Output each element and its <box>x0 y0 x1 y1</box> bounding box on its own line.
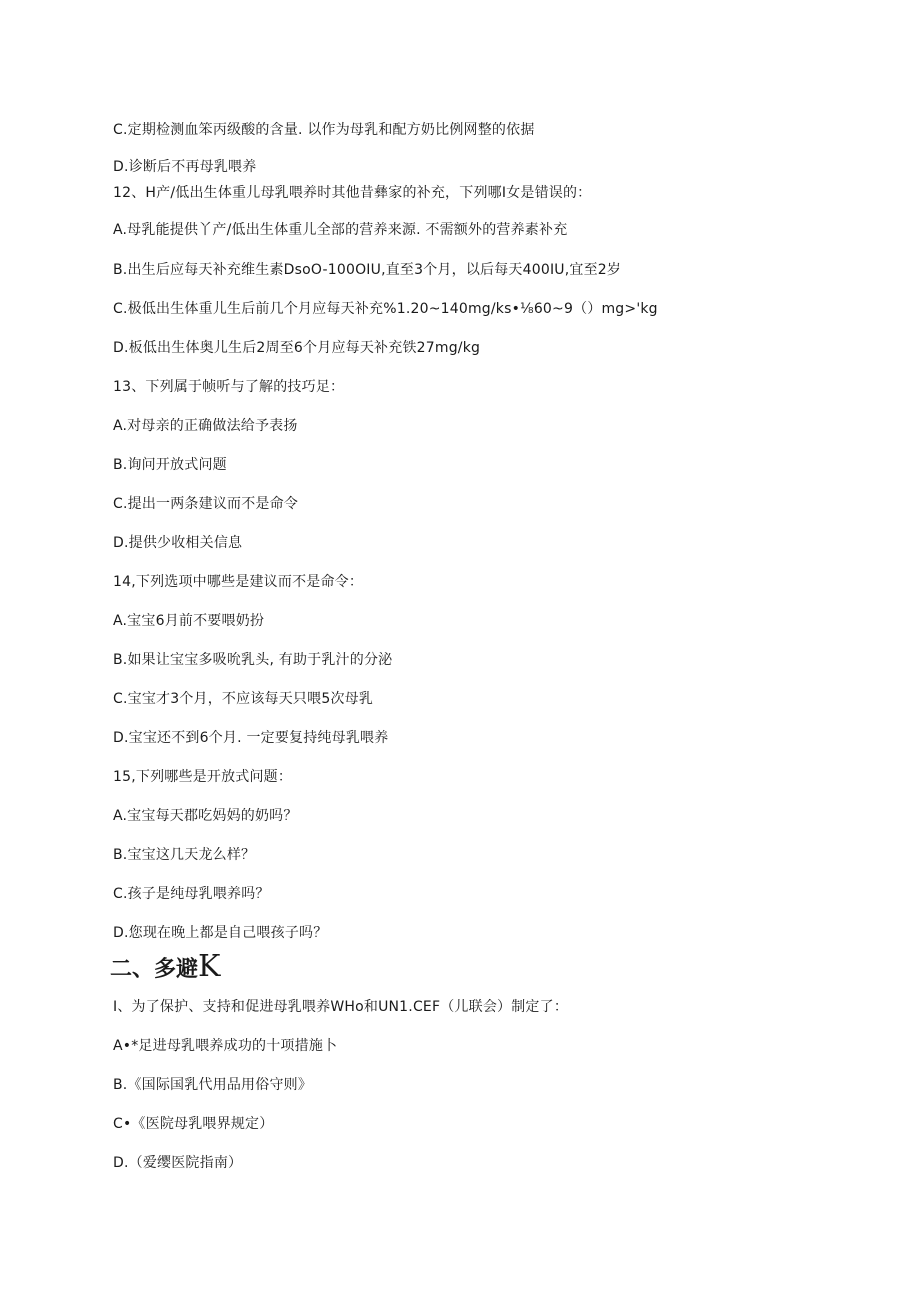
option-d-multi-q1: D.（爱缨医院指南） <box>113 1155 243 1171</box>
question-12: 12、H产/低出生体重儿母乳喂养时其他昔彝家的补充，下列哪I女是错误的： <box>113 185 592 201</box>
option-c-q12: C.极低出生体重儿生后前几个月应每天补充%1.20~140mg/ks•⅛60~9（）mg>'kg <box>113 301 658 317</box>
option-d-q15: D.您现在晚上都是自己喂孩子吗？ <box>113 925 328 941</box>
option-d-q12: D.板低出生体奥儿生后2周至6个月应每天补充铁27mg/kg <box>113 340 481 356</box>
option-c-q14: C.宝宝才3个月，不应该每天只喂5次母乳 <box>113 691 374 707</box>
option-b-q14: B.如果让宝宝多吸吮乳头, 有助于乳汁的分泌 <box>113 652 393 668</box>
option-c-q11: C.定期检测血笨丙级酸的含量. 以作为母乳和配方奶比例网整的依据 <box>113 122 535 138</box>
option-b-multi-q1: B.《国际国乳代用品用俗守则》 <box>113 1077 313 1093</box>
option-b-q15: B.宝宝这几天龙么样？ <box>113 847 256 863</box>
option-c-multi-q1: C•《医院母乳喂界规定） <box>113 1116 274 1132</box>
section-heading-text: 二、多避 <box>110 957 199 982</box>
question-1-multi: I、为了保护、支持和促进母乳喂养WHo和UN1.CEF（儿联会）制定了： <box>113 999 569 1015</box>
question-14: 14,下列选项中哪些是建议而不是命令： <box>113 574 364 590</box>
option-b-q13: B.询问开放式问题 <box>113 457 227 473</box>
option-d-q11: D.诊断后不再母乳喂养 <box>113 159 257 175</box>
option-a-q15: A.宝宝每天郡吃妈妈的奶吗？ <box>113 808 298 824</box>
option-d-q14: D.宝宝还不到6个月. 一定要复持纯母乳喂养 <box>113 730 389 746</box>
option-b-q12: B.出生后应每天补充维生素DsoO-100OIU,直至3个月，以后每天400IU,宜至2岁 <box>113 262 622 278</box>
option-d-q13: D.提供少收相关信息 <box>113 535 243 551</box>
option-a-q13: A.对母亲的正确做法给予表扬 <box>113 418 298 434</box>
section-heading-suffix: K <box>198 949 221 984</box>
section-heading <box>110 949 221 985</box>
option-c-q13: C.提出一两条建议而不是命令 <box>113 496 299 512</box>
option-a-q14: A.宝宝6月前不要喂奶扮 <box>113 613 265 629</box>
option-c-q15: C.孩子是纯母乳喂养吗？ <box>113 886 270 902</box>
question-15: 15,下列哪些是开放式问题： <box>113 769 293 785</box>
option-a-multi-q1: A•*足进母乳喂养成功的十项措施卜 <box>113 1038 338 1054</box>
question-13: 13、下列属于帧听与了解的技巧足： <box>113 379 345 395</box>
option-a-q12: A.母乳能提供丫产/低出生体重儿全部的营养来源. 不需额外的营养素补充 <box>113 222 568 238</box>
